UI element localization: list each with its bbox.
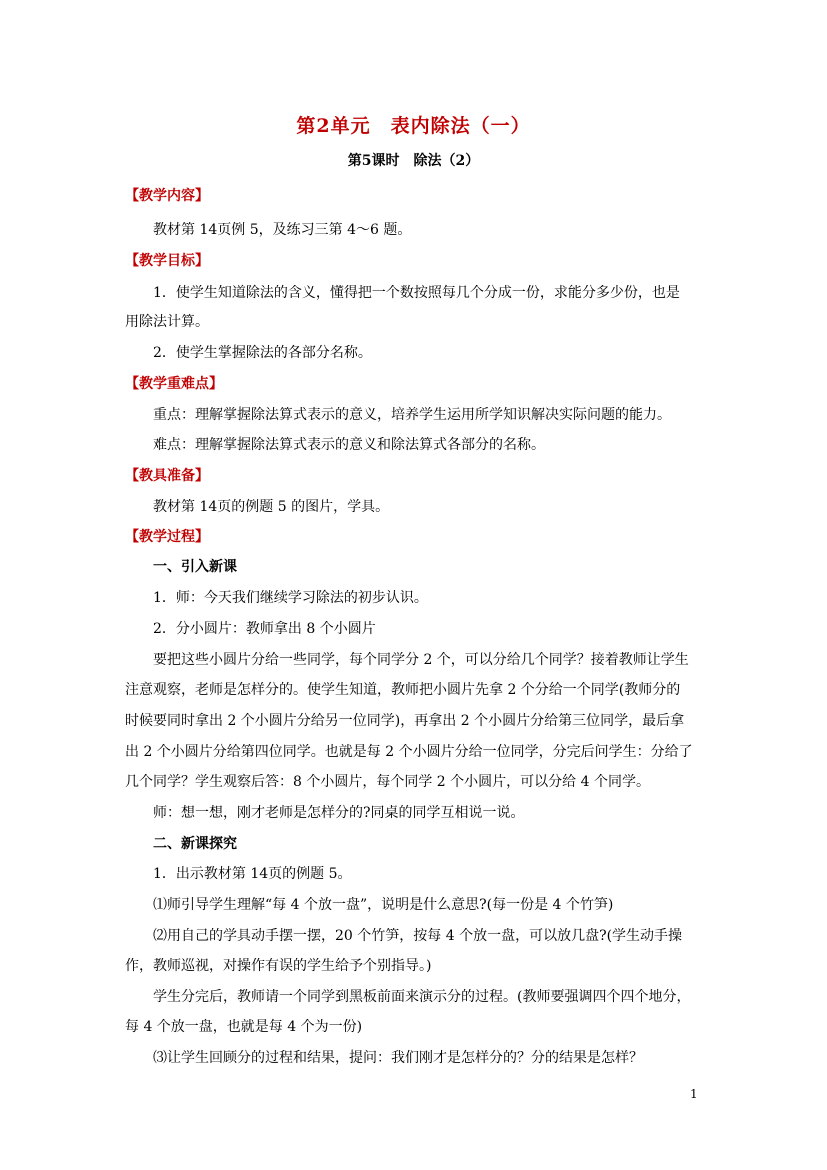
- paragraph-line: 1．出示教材第 14页的例题 5。: [153, 866, 352, 882]
- paragraph-line: 几个同学？学生观察后答：8 个小圆片，每个同学 2 个小圆片，可以分给 4 个同学。: [125, 774, 650, 790]
- subheading-new-lesson: 二、新课探究: [153, 836, 237, 852]
- paragraph-line: 教材第 14页例 5，及练习三第 4～6 题。: [153, 222, 412, 238]
- lesson-subtitle: 第5课时 除法（2）: [347, 153, 480, 169]
- paragraph-line: 1．师：今天我们继续学习除法的初步认识。: [153, 590, 428, 606]
- paragraph-line: 时候要同时拿出 2 个小圆片分给另一位同学)，再拿出 2 个小圆片分给第三位同学，最后拿: [125, 713, 685, 729]
- section-heading-content: 【教学内容】: [125, 188, 209, 204]
- paragraph-line: 学生分完后，教师请一个同学到黑板前面来演示分的过程。(教师要强调四个四个地分，: [153, 989, 691, 1005]
- paragraph-line: 出 2 个小圆片分给第四位同学。也就是每 2 个小圆片分给一位同学，分完后问学生：分给了: [125, 744, 693, 760]
- paragraph-line: 每 4 个放一盘，也就是每 4 个为一份): [125, 1019, 363, 1035]
- section-heading-goals: 【教学目标】: [125, 253, 209, 269]
- paragraph-line: 难点：理解掌握除法算式表示的意义和除法算式各部分的名称。: [153, 437, 545, 453]
- section-heading-prep: 【教具准备】: [125, 468, 209, 484]
- subheading-intro: 一、引入新课: [153, 559, 237, 575]
- paragraph-line: 1．使学生知道除法的含义，懂得把一个数按照每几个分成一份，求能分多少份，也是: [153, 285, 680, 301]
- paragraph-line: ⑴师引导学生理解“每 4 个放一盘”，说明是什么意思?(每一份是 4 个竹笋): [153, 897, 614, 913]
- paragraph-line: 注意观察，老师是怎样分的。使学生知道，教师把小圆片先拿 2 个分给一个同学(教师分的: [125, 682, 681, 698]
- paragraph-line: ⑵用自己的学具动手摆一摆，20 个竹笋，按每 4 个放一盘，可以放几盘?(学生动手操: [153, 928, 683, 944]
- paragraph-line: 要把这些小圆片分给一些同学，每个同学分 2 个，可以分给几个同学？接着教师让学生: [153, 652, 689, 668]
- paragraph-line: 2．使学生掌握除法的各部分名称。: [153, 345, 372, 361]
- section-heading-keypoints: 【教学重难点】: [125, 376, 223, 392]
- paragraph-line: 教材第 14页的例题 5 的图片，学具。: [153, 499, 390, 515]
- paragraph-line: 2．分小圆片：教师拿出 8 个小圆片: [153, 621, 376, 637]
- paragraph-line: 师：想一想，刚才老师是怎样分的?同桌的同学互相说一说。: [153, 805, 525, 821]
- paragraph-line: 用除法计算。: [125, 314, 209, 330]
- paragraph-line: 重点：理解掌握除法算式表示的意义，培养学生运用所学知识解决实际问题的能力。: [153, 407, 671, 423]
- paragraph-line: 作，教师巡视，对操作有误的学生给予个别指导。): [125, 958, 432, 974]
- section-heading-process: 【教学过程】: [125, 529, 209, 545]
- lesson-unit-title: 第2单元 表内除法（一）: [296, 115, 531, 137]
- page-number: 1: [690, 1087, 698, 1101]
- paragraph-line: ⑶让学生回顾分的过程和结果，提问：我们刚才是怎样分的？分的结果是怎样？: [153, 1050, 643, 1066]
